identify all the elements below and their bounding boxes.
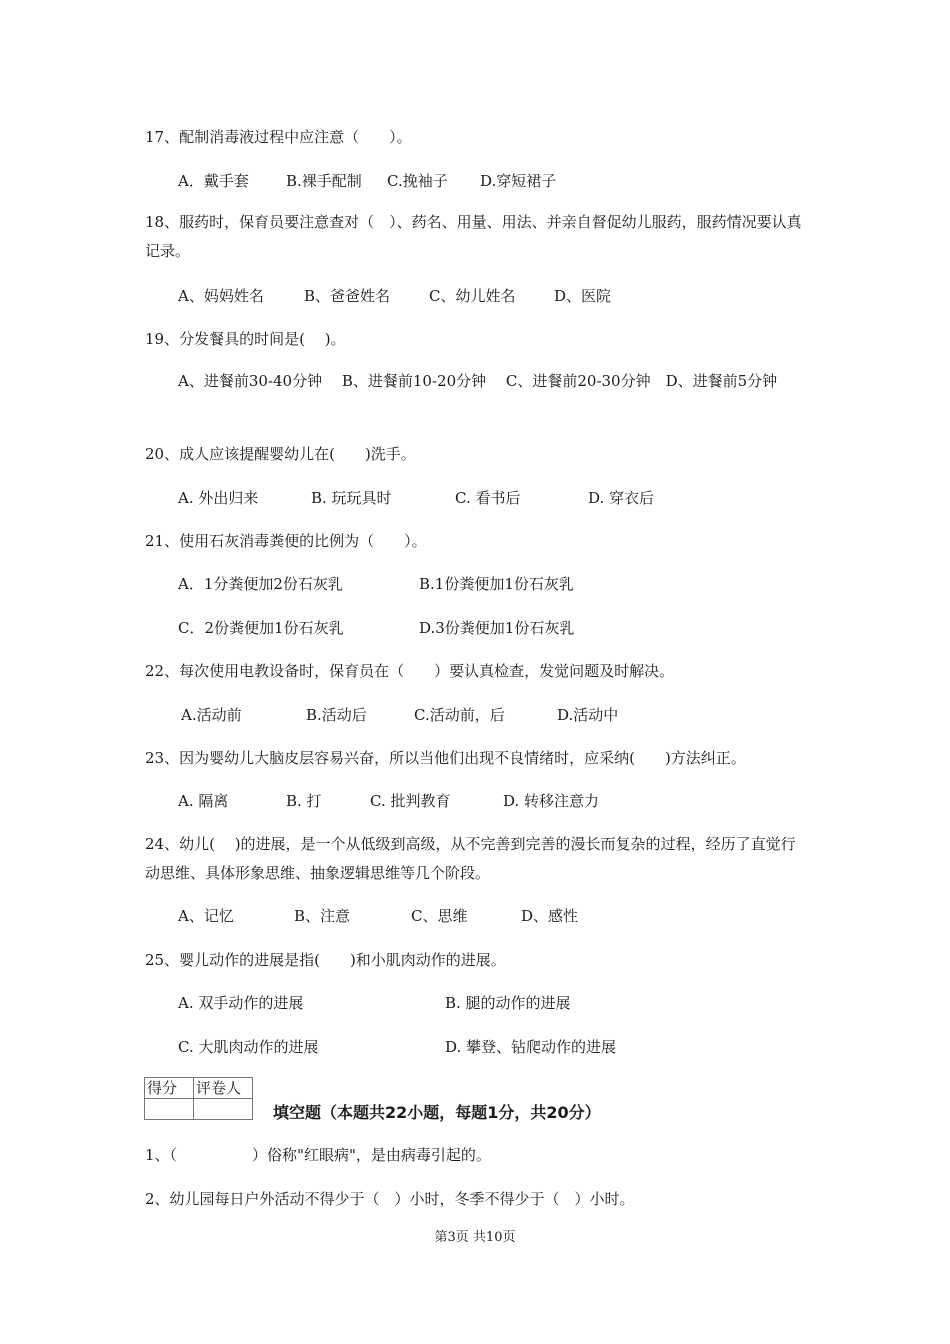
question-25: 25、婴儿动作的进展是指( )和小肌肉动作的进展。: [145, 951, 506, 969]
option-21-b: B.1份粪便加1份石灰乳: [419, 575, 574, 593]
option-25-c: C. 大肌肉动作的进展: [178, 1038, 319, 1056]
question-18: 18、服药时，保育员要注意查对（ ）、药名、用量、用法、并亲自督促幼儿服药，服药情况要认真记录。: [145, 213, 802, 260]
grader-cell: [194, 1099, 253, 1120]
question-19: 19、分发餐具的时间是( )。: [145, 330, 346, 348]
option-18-c: C、幼儿姓名: [429, 287, 516, 305]
question-21: 21、使用石灰消毒粪便的比例为（ ）。: [145, 532, 427, 550]
score-table: [144, 1077, 253, 1120]
option-25-d: D. 攀登、钻爬动作的进展: [445, 1038, 617, 1056]
section-title: 填空题（本题共22小题，每题1分，共20分）: [273, 1103, 601, 1122]
option-25-b: B. 腿的动作的进展: [445, 994, 571, 1012]
option-17-d: D.穿短裙子: [480, 172, 557, 190]
option-18-d: D、医院: [554, 287, 612, 305]
option-24-d: D、感性: [521, 907, 579, 925]
option-23-c: C. 批判教育: [370, 792, 451, 810]
option-18-a: A、妈妈姓名: [178, 287, 264, 305]
option-17-c: C.挽袖子: [387, 172, 448, 190]
question-22: 22、每次使用电教设备时，保育员在（ ）要认真检查，发觉问题及时解决。: [145, 662, 675, 680]
option-22-b: B.活动后: [306, 706, 367, 724]
option-17-b: B.裸手配制: [286, 172, 362, 190]
question-17: 17、配制消毒液过程中应注意（ ）。: [145, 128, 412, 146]
option-20-c: C. 看书后: [455, 489, 521, 507]
option-21-d: D.3份粪便加1份石灰乳: [419, 619, 575, 637]
page-number: 第3页 共10页: [434, 1230, 516, 1245]
question-24: 24、幼儿( )的进展，是一个从低级到高级，从不完善到完善的漫长而复杂的过程，经历了直觉行动思维、具体形象思维、抽象逻辑思维等几个阶段。: [145, 835, 796, 882]
question-20: 20、成人应该提醒婴幼儿在( )洗手。: [145, 445, 416, 463]
option-17-a: A．戴手套: [178, 172, 249, 190]
option-21-a: A．1分粪便加2份石灰乳: [178, 575, 343, 593]
score-label: 得分: [145, 1078, 194, 1099]
option-24-a: A、记忆: [178, 907, 234, 925]
option-21-c: C．2份粪便加1份石灰乳: [178, 619, 344, 637]
option-23-d: D. 转移注意力: [503, 792, 600, 810]
option-20-d: D. 穿衣后: [588, 489, 655, 507]
option-22-c: C.活动前，后: [414, 706, 505, 724]
score-cell: [145, 1099, 194, 1120]
option-23-a: A. 隔离: [178, 792, 229, 810]
fill-question-2: 2、幼儿园每日户外活动不得少于（ ）小时，冬季不得少于（ ）小时。: [145, 1190, 635, 1208]
options-19: A、进餐前30-40分钟 B、进餐前10-20分钟 C、进餐前20-30分钟 D、进餐前5分钟: [178, 372, 778, 390]
option-22-a: A.活动前: [181, 706, 242, 724]
option-20-b: B. 玩玩具时: [311, 489, 392, 507]
option-24-c: C、思维: [411, 907, 468, 925]
option-24-b: B、注意: [294, 907, 351, 925]
option-25-a: A. 双手动作的进展: [178, 994, 304, 1012]
fill-question-1: 1、（ ）俗称"红眼病"，是由病毒引起的。: [145, 1146, 491, 1164]
question-23: 23、因为婴幼儿大脑皮层容易兴奋，所以当他们出现不良情绪时，应采纳( )方法纠正。: [145, 749, 746, 767]
option-22-d: D.活动中: [557, 706, 619, 724]
option-20-a: A. 外出归来: [178, 489, 259, 507]
option-23-b: B. 打: [286, 792, 322, 810]
option-18-b: B、爸爸姓名: [304, 287, 391, 305]
grader-label: 评卷人: [194, 1078, 253, 1099]
